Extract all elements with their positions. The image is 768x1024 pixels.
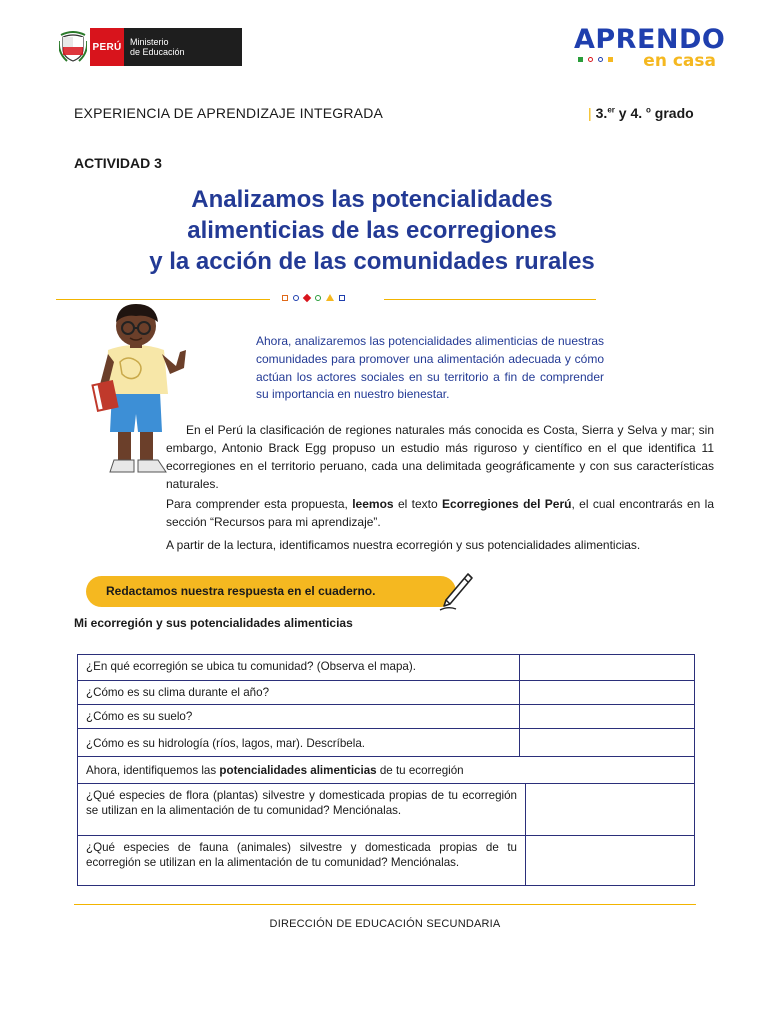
brand-top: APRENDO xyxy=(574,24,726,55)
brand-dots-icon xyxy=(578,57,613,62)
paragraph-identify: A partir de la lectura, identificamos nuestra ecorregión y sus potencialidades alimenticias. xyxy=(166,538,641,552)
footer-divider xyxy=(74,904,696,905)
question-climate: ¿Cómo es su clima durante el año? xyxy=(78,681,520,704)
title-divider-left xyxy=(56,299,270,300)
divider-shapes-icon xyxy=(282,294,345,301)
intro-text: Ahora, analizaremos las potencialidades alimenticias de nuestras comunidades para promover una alimentación adecuada y cómo actúan los actores sociales en su territorio a fin de comprender su importancia en nuestro bienestar. xyxy=(256,334,604,402)
experience-title: EXPERIENCIA DE APRENDIZAJE INTEGRADA xyxy=(74,105,384,121)
page-title xyxy=(74,184,670,277)
grade-label: | 3.$^{er}$ y 4. $^o$ grado xyxy=(588,105,694,121)
question-flora: ¿Qué especies de flora (plantas) silvestre y domesticada propias de tu ecorregión se utilizan en la alimentación de tu comunidad? Menciónalas. xyxy=(78,784,526,835)
question-fauna: ¿Qué especies de fauna (animales) silvestre y domesticada propias de tu ecorregión se utilizan en la alimentación de tu comunidad? Menciónalas. xyxy=(78,836,526,885)
aprendo-en-casa-logo xyxy=(574,24,726,72)
table-row xyxy=(77,705,695,729)
table-row xyxy=(77,784,695,836)
table-row xyxy=(77,836,695,886)
question-soil: ¿Cómo es su suelo? xyxy=(78,705,520,728)
banner-text: Redactamos nuestra respuesta en el cuaderno. xyxy=(106,584,376,598)
ministry-line-1: Ministerio xyxy=(130,37,169,47)
title-line-2: alimenticias de las ecorregiones xyxy=(187,217,557,244)
answer-cell xyxy=(520,655,694,680)
table-row xyxy=(77,654,695,681)
table-row xyxy=(77,729,695,757)
answer-cell xyxy=(520,729,694,756)
questions-table xyxy=(77,654,695,886)
answer-cell xyxy=(520,681,694,704)
brand-bottom: en casa xyxy=(643,51,716,71)
peru-label: PERÚ xyxy=(90,28,124,66)
paragraph-reading: Para comprender esta propuesta, leemos el texto Ecorregiones del Perú, el cual encontrarás en la sección “Recursos para mi aprendizaje”. xyxy=(166,497,714,529)
ministry-line-2: de Educación xyxy=(130,47,185,57)
table-row xyxy=(77,757,695,784)
answer-cell xyxy=(520,705,694,728)
answer-cell xyxy=(526,836,694,885)
instruction-banner xyxy=(86,576,456,607)
footer-text: DIRECCIÓN DE EDUCACIÓN SECUNDARIA xyxy=(269,918,501,930)
table-title: Mi ecorregión y sus potencialidades alimenticias xyxy=(74,616,353,630)
question-hydrology: ¿Cómo es su hidrología (ríos, lagos, mar). Descríbela. xyxy=(78,729,520,756)
title-line-1: Analizamos las potencialidades xyxy=(191,186,553,213)
pencil-icon xyxy=(438,572,474,612)
answer-cell xyxy=(526,784,694,835)
ministry-label xyxy=(124,28,242,66)
paragraph-regions: En el Perú la clasificación de regiones naturales más conocida es Costa, Sierra y Selva y mar; sin embargo, Antonio Brack Egg propuso un estudio más riguroso y científico en el que identifica 11 ecorregiones en el territorio peruano, cada una delimitada geográficamente y con sus características naturales. xyxy=(166,423,714,491)
question-ecoregion: ¿En qué ecorregión se ubica tu comunidad? (Observa el mapa). xyxy=(78,655,520,680)
table-row xyxy=(77,681,695,705)
title-divider-right xyxy=(384,299,596,300)
activity-label: ACTIVIDAD 3 xyxy=(74,155,162,171)
title-line-3: y la acción de las comunidades rurales xyxy=(149,248,595,275)
coat-of-arms-icon xyxy=(56,28,90,66)
ministry-logo xyxy=(56,28,242,66)
table-section-header: Ahora, identifiquemos las potencialidades alimenticias de tu ecorregión xyxy=(86,764,464,777)
